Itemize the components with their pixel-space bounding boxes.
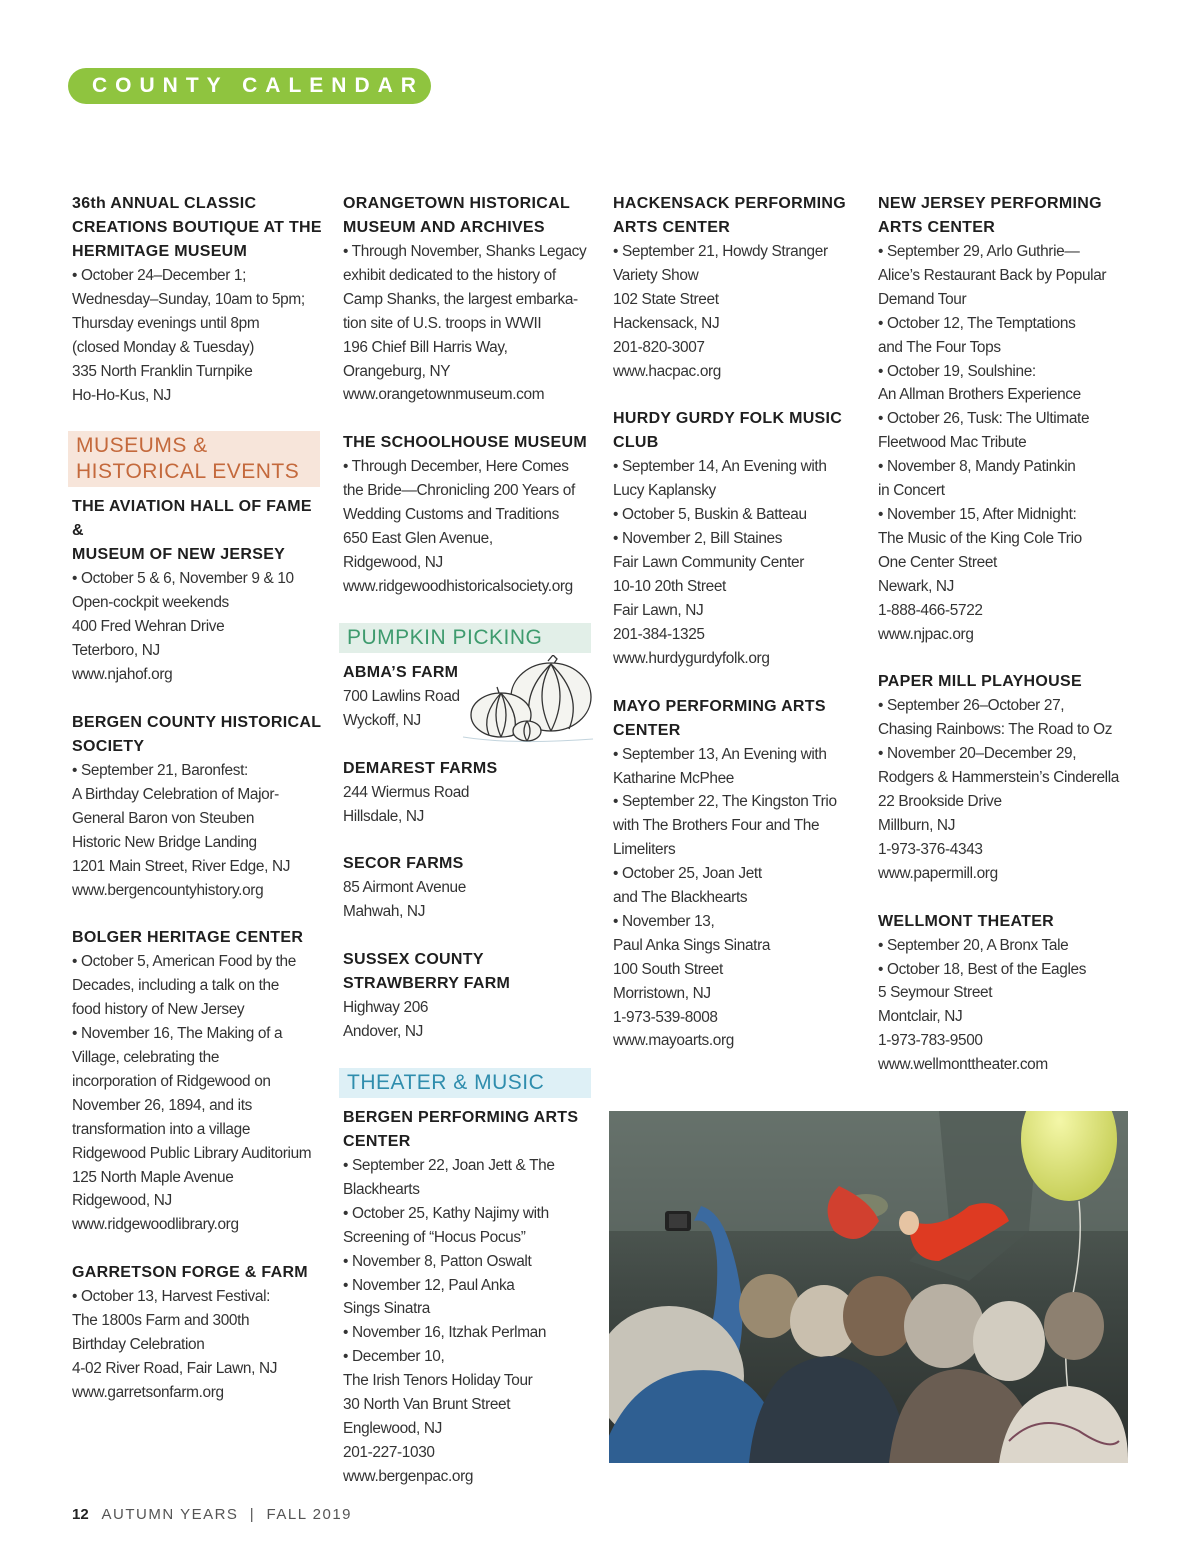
- entry-detail-line: • September 22, The Kingston Trio: [613, 793, 837, 811]
- entry-website-link[interactable]: www.garretsonfarm.org: [72, 1383, 224, 1401]
- calendar-entry: [343, 948, 599, 1044]
- entry-detail-line: in Concert: [878, 482, 945, 500]
- column-3: [613, 192, 869, 1077]
- entry-detail-line: food history of New Jersey: [72, 1001, 245, 1019]
- entry-title: HERMITAGE MUSEUM: [72, 243, 248, 260]
- entry-detail-line: Camp Shanks, the largest embarka-: [343, 290, 578, 308]
- entry-detail-line: 100 South Street: [613, 960, 723, 978]
- calendar-entry: [343, 192, 599, 407]
- entry-title: ABMA’S FARM: [343, 663, 459, 681]
- entry-detail-line: Historic New Bridge Landing: [72, 833, 257, 851]
- entry-detail-line: • November 8, Patton Oswalt: [343, 1252, 532, 1270]
- entry-website-link[interactable]: www.njpac.org: [878, 625, 974, 643]
- entry-detail-line: 650 East Glen Avenue,: [343, 530, 493, 548]
- calendar-entry: [72, 711, 328, 902]
- entry-detail-line: Ridgewood, NJ: [343, 553, 443, 571]
- entry-detail-line: Rodgers & Hammerstein’s Cinderella: [878, 769, 1120, 787]
- entry-website-link[interactable]: www.mayoarts.org: [613, 1032, 734, 1050]
- entry-detail-line: • October 18, Best of the Eagles: [878, 960, 1087, 978]
- entry-detail-line: An Allman Brothers Experience: [878, 386, 1081, 404]
- entry-detail-line: • September 29, Arlo Guthrie—: [878, 243, 1080, 260]
- entry-detail-line: 125 North Maple Avenue: [72, 1168, 234, 1186]
- entry-detail-line: Montclair, NJ: [878, 1008, 963, 1026]
- entry-detail-line: Alice’s Restaurant Back by Popular: [878, 266, 1107, 284]
- entry-title: ARTS CENTER: [878, 219, 996, 236]
- entry-detail-line: • October 26, Tusk: The Ultimate: [878, 410, 1090, 428]
- entry-detail-line: Highway 206: [343, 999, 429, 1017]
- entry-detail-line: Blackhearts: [343, 1180, 420, 1198]
- entry-detail-line: The 1800s Farm and 300th: [72, 1312, 250, 1330]
- entry-website-link[interactable]: www.orangetownmuseum.com: [343, 386, 545, 404]
- entry-detail-line: 5 Seymour Street: [878, 984, 993, 1002]
- entry-detail-line: Fleetwood Mac Tribute: [878, 434, 1027, 452]
- entry-detail-line: Ridgewood Public Library Auditorium: [72, 1144, 312, 1162]
- entry-detail-line: 85 Airmont Avenue: [343, 879, 466, 897]
- entry-detail-line: Variety Show: [613, 266, 699, 284]
- entry-detail-line: Morristown, NJ: [613, 984, 711, 1002]
- calendar-entry: [343, 661, 599, 733]
- entry-title: SECOR FARMS: [343, 855, 464, 873]
- entry-detail-line: Hackensack, NJ: [613, 314, 720, 332]
- section-heading-line: THEATER & MUSIC: [347, 1071, 545, 1095]
- entry-detail-line: 1-973-783-9500: [878, 1032, 983, 1050]
- entry-detail-line: 22 Brookside Drive: [878, 793, 1002, 811]
- entry-detail-line: • September 14, An Evening with: [613, 458, 827, 476]
- entry-detail-line: • November 2, Bill Staines: [613, 530, 783, 548]
- entry-detail-line: Mahwah, NJ: [343, 903, 426, 921]
- entry-detail-line: 1-973-376-4343: [878, 840, 983, 858]
- entry-detail-line: 201-384-1325: [613, 625, 705, 643]
- entry-detail-line: • October 5, Buskin & Batteau: [613, 506, 807, 524]
- entry-detail-line: • October 25, Kathy Najimy with: [343, 1204, 549, 1222]
- entry-detail-line: transformation into a village: [72, 1120, 251, 1138]
- entry-detail-line: and The Four Tops: [878, 338, 1001, 356]
- entry-detail-line: 201-820-3007: [613, 338, 705, 356]
- entry-detail-line: • December 10,: [343, 1348, 445, 1366]
- entry-detail-line: • September 20, A Bronx Tale: [878, 936, 1069, 954]
- entry-title: MAYO PERFORMING ARTS: [613, 697, 826, 715]
- entry-detail-line: Chasing Rainbows: The Road to Oz: [878, 721, 1113, 739]
- entry-detail-line: • September 26–October 27,: [878, 697, 1065, 715]
- calendar-entry: [878, 192, 1146, 646]
- entry-detail-line: Newark, NJ: [878, 577, 955, 595]
- entry-website-link[interactable]: www.hurdygurdyfolk.org: [613, 649, 770, 667]
- entry-detail-line: Ridgewood, NJ: [72, 1192, 172, 1210]
- entry-detail-line: Wednesday–Sunday, 10am to 5pm;: [72, 290, 305, 308]
- entry-detail-line: • Through November, Shanks Legacy: [343, 243, 587, 260]
- entry-detail-line: • September 22, Joan Jett & The: [343, 1157, 555, 1175]
- entry-detail-line: • October 25, Joan Jett: [613, 865, 762, 883]
- entry-website-link[interactable]: www.papermill.org: [878, 864, 998, 882]
- entry-detail-line: Lucy Kaplansky: [613, 482, 716, 500]
- entry-detail-line: • October 12, The Temptations: [878, 314, 1076, 332]
- entry-website-link[interactable]: www.njahof.org: [72, 666, 173, 684]
- entry-detail-line: exhibit dedicated to the history of: [343, 266, 556, 284]
- entry-detail-line: • November 13,: [613, 912, 715, 930]
- entry-detail-line: 196 Chief Bill Harris Way,: [343, 338, 508, 356]
- entry-title: THE SCHOOLHOUSE MUSEUM: [343, 434, 587, 452]
- entry-title: MUSEUM AND ARCHIVES: [343, 219, 545, 236]
- entry-detail-line: 201-227-1030: [343, 1443, 435, 1461]
- entry-website-link[interactable]: www.wellmonttheater.com: [878, 1056, 1048, 1074]
- entry-title: BERGEN COUNTY HISTORICAL: [72, 713, 322, 731]
- entry-title: HURDY GURDY FOLK MUSIC CLUB: [613, 410, 843, 452]
- entry-title: PAPER MILL PLAYHOUSE: [878, 673, 1082, 691]
- entry-website-link[interactable]: www.ridgewoodhistoricalsociety.org: [343, 577, 573, 595]
- calendar-entry: [878, 910, 1146, 1077]
- entry-title: CENTER: [343, 1133, 411, 1151]
- entry-detail-line: 30 North Van Brunt Street: [343, 1396, 511, 1414]
- entry-detail-line: • November 20–December 29,: [878, 745, 1077, 763]
- entry-detail-line: A Birthday Celebration of Major-: [72, 785, 279, 803]
- entry-title: STRAWBERRY FARM: [343, 975, 511, 993]
- entry-title: BOLGER HERITAGE CENTER: [72, 929, 304, 947]
- column-1: [72, 192, 328, 1429]
- calendar-entry: [878, 670, 1146, 885]
- entry-detail-line: Wedding Customs and Traditions: [343, 506, 559, 524]
- entry-website-link[interactable]: www.hacpac.org: [613, 362, 722, 380]
- entry-detail-line: Fair Lawn, NJ: [613, 601, 704, 619]
- entry-title: NEW JERSEY PERFORMING: [878, 195, 1102, 212]
- entry-detail-line: Katharine McPhee: [613, 769, 735, 787]
- entry-detail-line: • Through December, Here Comes: [343, 458, 569, 476]
- entry-detail-line: One Center Street: [878, 553, 997, 571]
- entry-detail-line: 1201 Main Street, River Edge, NJ: [72, 857, 291, 875]
- calendar-entry: [343, 852, 599, 924]
- entry-detail-line: 102 State Street: [613, 290, 719, 308]
- calendar-entry: [343, 757, 599, 829]
- entry-detail-line: • November 15, After Midnight:: [878, 505, 1077, 523]
- entry-detail-line: with The Brothers Four and The: [613, 817, 820, 835]
- entry-detail-line: • October 5, American Food by the: [72, 953, 296, 971]
- pumpkin-illustration: [453, 655, 603, 752]
- entry-detail-line: Paul Anka Sings Sinatra: [613, 936, 771, 954]
- section-heading-line: MUSEUMS &: [76, 434, 208, 458]
- entry-title: SOCIETY: [72, 737, 145, 755]
- calendar-entry: [613, 695, 869, 1054]
- calendar-entry: [72, 926, 328, 1237]
- entry-title: MUSEUM OF NEW JERSEY: [72, 546, 286, 564]
- section-heading-museum: [68, 431, 320, 487]
- entry-detail-line: Decades, including a talk on the: [72, 977, 279, 995]
- entry-website-link[interactable]: www.ridgewoodlibrary.org: [72, 1216, 239, 1234]
- entry-detail-line: • October 19, Soulshine:: [878, 362, 1036, 380]
- calendar-entry: [343, 1106, 599, 1489]
- section-heading-pumpkin: [339, 623, 591, 653]
- entry-title: HACKENSACK PERFORMING: [613, 195, 846, 212]
- entry-detail-line: Birthday Celebration: [72, 1336, 205, 1354]
- section-header-pill: [68, 68, 431, 104]
- concert-audience-photo: [609, 1111, 1128, 1463]
- entry-detail-line: the Bride—Chronicling 200 Years of: [343, 482, 575, 500]
- section-heading-line: PUMPKIN PICKING: [347, 625, 543, 649]
- entry-detail-line: 400 Fred Wehran Drive: [72, 618, 225, 636]
- entry-detail-line: 1-888-466-5722: [878, 601, 983, 619]
- entry-title: ORANGETOWN HISTORICAL: [343, 195, 571, 212]
- publication-info: AUTUMN YEARS | FALL 2019: [101, 1506, 353, 1523]
- section-heading-line: HISTORICAL EVENTS: [76, 460, 300, 484]
- entry-detail-line: Orangeburg, NY: [343, 362, 451, 380]
- entry-detail-line: • September 21, Howdy Stranger: [613, 243, 828, 260]
- entry-detail-line: 700 Lawlins Road: [343, 687, 460, 705]
- entry-title: 36th ANNUAL CLASSIC: [72, 195, 257, 212]
- entry-detail-line: Thursday evenings until 8pm: [72, 314, 260, 332]
- pumpkin-illustration-icon: [453, 655, 603, 747]
- entry-detail-line: 1-973-539-8008: [613, 1008, 718, 1026]
- page-footer: [72, 1506, 352, 1523]
- entry-title: DEMAREST FARMS: [343, 759, 498, 777]
- page-number: 12: [72, 1506, 89, 1523]
- entry-detail-line: Sings Sinatra: [343, 1300, 430, 1318]
- entry-detail-line: Village, celebrating the: [72, 1049, 220, 1067]
- calendar-entry: [72, 1261, 328, 1405]
- entry-detail-line: Fair Lawn Community Center: [613, 554, 805, 572]
- entry-detail-line: General Baron von Steuben: [72, 809, 255, 827]
- entry-detail-line: • October 24–December 1;: [72, 267, 247, 284]
- column-4: [878, 192, 1146, 1101]
- entry-detail-line: incorporation of Ridgewood on: [72, 1072, 271, 1090]
- entry-title: SUSSEX COUNTY: [343, 951, 484, 969]
- entry-detail-line: • September 21, Baronfest:: [72, 761, 248, 779]
- entry-detail-line: Andover, NJ: [343, 1023, 423, 1041]
- entry-detail-line: (closed Monday & Tuesday): [72, 338, 255, 356]
- entry-detail-line: • November 8, Mandy Patinkin: [878, 458, 1076, 476]
- entry-detail-line: • November 12, Paul Anka: [343, 1276, 515, 1294]
- entry-detail-line: 244 Wiermus Road: [343, 783, 470, 801]
- entry-detail-line: November 26, 1894, and its: [72, 1096, 252, 1114]
- entry-detail-line: Screening of “Hocus Pocus”: [343, 1228, 526, 1246]
- entry-title: GARRETSON FORGE & FARM: [72, 1264, 308, 1282]
- entry-title: THE AVIATION HALL OF FAME &: [72, 498, 312, 540]
- entry-detail-line: • November 16, The Making of a: [72, 1025, 283, 1043]
- entry-detail-line: Englewood, NJ: [343, 1420, 442, 1437]
- entry-title: CENTER: [613, 721, 681, 739]
- entry-detail-line: Open-cockpit weekends: [72, 594, 229, 612]
- entry-title: WELLMONT THEATER: [878, 912, 1055, 930]
- calendar-entry: [343, 431, 599, 598]
- entry-detail-line: Hillsdale, NJ: [343, 807, 424, 825]
- entry-title: ARTS CENTER: [613, 219, 731, 236]
- calendar-entry: [613, 192, 869, 383]
- entry-detail-line: • September 13, An Evening with: [613, 745, 827, 763]
- entry-detail-line: Ho-Ho-Kus, NJ: [72, 386, 171, 404]
- entry-detail-line: The Irish Tenors Holiday Tour: [343, 1372, 533, 1390]
- entry-website-link[interactable]: www.bergencountyhistory.org: [72, 881, 264, 899]
- entry-detail-line: The Music of the King Cole Trio: [878, 529, 1082, 547]
- section-heading-theater: [339, 1068, 591, 1098]
- entry-detail-line: 10-10 20th Street: [613, 577, 726, 595]
- section-header-title: COUNTY CALENDAR: [92, 74, 424, 97]
- entry-detail-line: Wyckoff, NJ: [343, 711, 421, 729]
- entry-detail-line: tion site of U.S. troops in WWII: [343, 314, 542, 332]
- entry-detail-line: Millburn, NJ: [878, 816, 956, 834]
- entry-detail-line: • October 13, Harvest Festival:: [72, 1288, 271, 1306]
- entry-title: BERGEN PERFORMING ARTS: [343, 1109, 579, 1127]
- entry-detail-line: • November 16, Itzhak Perlman: [343, 1324, 547, 1342]
- calendar-entry: [72, 192, 328, 407]
- entry-detail-line: Limeliters: [613, 841, 676, 859]
- entry-title: CREATIONS BOUTIQUE AT THE: [72, 219, 322, 236]
- column-2: [343, 192, 599, 1513]
- entry-detail-line: and The Blackhearts: [613, 889, 748, 907]
- entry-detail-line: Demand Tour: [878, 290, 967, 308]
- entry-detail-line: 4-02 River Road, Fair Lawn, NJ: [72, 1360, 278, 1377]
- calendar-entry: [613, 407, 869, 670]
- calendar-entry: [72, 495, 328, 687]
- entry-detail-line: • October 5 & 6, November 9 & 10: [72, 570, 294, 588]
- entry-detail-line: Teterboro, NJ: [72, 642, 160, 660]
- entry-detail-line: 335 North Franklin Turnpike: [72, 362, 253, 380]
- entry-website-link[interactable]: www.bergenpac.org: [343, 1467, 474, 1485]
